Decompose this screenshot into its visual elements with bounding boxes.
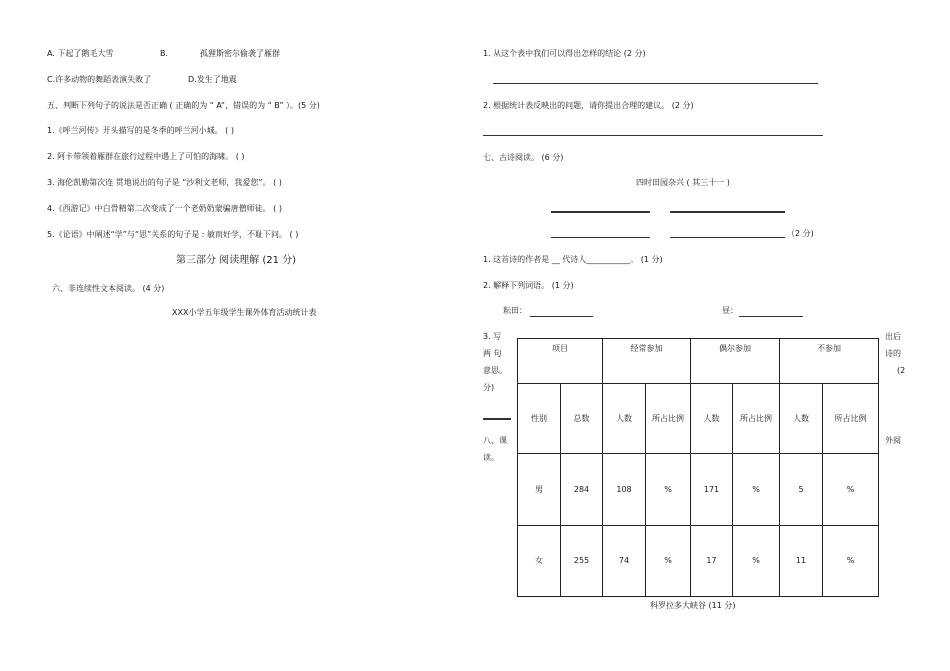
table-title: XXX小学五年级学生课外体育活动统计表 xyxy=(172,308,317,317)
cell-sometimes-ratio: % xyxy=(733,454,780,526)
right-fragment-3: (2 xyxy=(897,366,906,375)
question-2: 2. 根据统计表反映出的问题，请你提出合理的建议。 (2 分) xyxy=(483,101,694,110)
cell-total: 255 xyxy=(561,526,603,597)
cell-never-ratio: % xyxy=(823,526,879,597)
subheader-never-count: 人数 xyxy=(780,384,823,454)
word-2-line xyxy=(739,316,803,317)
cell-never-count: 5 xyxy=(780,454,823,526)
word-1-line xyxy=(530,316,593,317)
poem-question-2: 2. 解释下列词语。 (1 分) xyxy=(483,281,574,290)
poem-title: 四时田园杂兴 ( 其三十一 ) xyxy=(636,178,730,187)
table-row xyxy=(518,526,879,597)
right-fragment-1: 出后 xyxy=(885,332,901,341)
word-1-label: 耘田： xyxy=(503,306,527,315)
q3-answer-line xyxy=(483,418,511,420)
cell-never-count: 11 xyxy=(780,526,823,597)
q3-fragment-4: 分) xyxy=(483,383,495,392)
poem-question-1: 1. 这首诗的作者是 __ 代诗人___________。 (1 分) xyxy=(483,255,663,264)
poem-line-2a xyxy=(551,237,650,238)
q3-fragment-3: 意思。 xyxy=(483,366,507,375)
table-row xyxy=(518,454,879,526)
cell-gender: 女 xyxy=(518,526,561,597)
poem-score: （2 分) xyxy=(787,229,814,238)
section8-fragment-1: 八、课 xyxy=(483,436,507,445)
activity-stats-table xyxy=(517,338,879,597)
section7-heading: 七、古诗阅读。 (6 分) xyxy=(483,153,564,162)
header-often: 经常参加 xyxy=(603,339,691,384)
judge-item-1: 1.《呼兰河传》开头描写的是冬季的呼兰河小城。 ( ) xyxy=(47,126,234,135)
part3-title: 第三部分 阅读理解 (21 分) xyxy=(176,255,297,266)
cell-gender: 男 xyxy=(518,454,561,526)
table-group-header-row xyxy=(518,339,879,384)
subheader-never-ratio: 所占比例 xyxy=(823,384,879,454)
section5-heading: 五、判断下列句子的说法是否正确 ( 正确的为 “ A”，错误的为 “ B” ）。(5 分) xyxy=(47,101,320,110)
answer-line-1 xyxy=(493,83,818,84)
cell-total: 284 xyxy=(561,454,603,526)
word-2-label: 昼： xyxy=(722,306,738,315)
judge-item-4: 4.《西游记》中白骨精第二次变成了一个老奶奶蒙骗唐僧师徒。 ( ) xyxy=(47,204,282,213)
judge-item-2: 2. 阿卡带领着雁群在旅行过程中遇上了可怕的海啸。 ( ) xyxy=(47,152,245,161)
cell-often-ratio: % xyxy=(646,454,691,526)
poem-line-2b xyxy=(670,237,785,238)
option-b-text: 孤狸斯密尔偷袭了雁群 xyxy=(200,49,280,58)
subheader-sometimes-count: 人数 xyxy=(691,384,733,454)
cell-never-ratio: % xyxy=(823,454,879,526)
judge-item-5: 5.《论语》中阐述“学”与“思”关系的句子是 : 敏而好学，不耻下问。 ( ) xyxy=(47,230,299,239)
subheader-often-ratio: 所占比例 xyxy=(646,384,691,454)
section6-heading: 六、非连续性文本阅读。 (4 分) xyxy=(52,284,165,293)
section8-right-fragment: 外阅 xyxy=(885,436,901,445)
subheader-gender: 性别 xyxy=(518,384,561,454)
cell-often-ratio: % xyxy=(646,526,691,597)
cell-sometimes-count: 17 xyxy=(691,526,733,597)
answer-line-2 xyxy=(483,135,823,136)
subheader-sometimes-ratio: 所占比例 xyxy=(733,384,780,454)
question-1: 1. 从这个表中我们可以得出怎样的结论 (2 分) xyxy=(483,49,646,58)
right-fragment-2: 诗的 xyxy=(885,349,901,358)
judge-item-3: 3. 海伦凯勒第次连 贯地说出的句子是 “沙利文老师，我爱您”。 ( ) xyxy=(47,178,282,187)
q3-fragment-1: 3. 写 xyxy=(483,332,502,341)
cell-sometimes-count: 171 xyxy=(691,454,733,526)
section8-fragment-2: 读。 xyxy=(483,453,499,462)
cell-often-count: 74 xyxy=(603,526,646,597)
option-b-label: B. xyxy=(160,49,169,58)
reading-title: 科罗拉多大峡谷 (11 分) xyxy=(650,601,736,610)
cell-often-count: 108 xyxy=(603,454,646,526)
q3-fragment-2: 两 句 xyxy=(483,349,502,358)
option-c: C.许多动物的舞蹈表演失败了 xyxy=(47,75,152,84)
header-sometimes: 偶尔参加 xyxy=(691,339,780,384)
table-subheader-row xyxy=(518,384,879,454)
option-a: A. 下起了鹅毛大雪 xyxy=(47,49,114,58)
header-never: 不参加 xyxy=(780,339,879,384)
option-d: D.发生了地震 xyxy=(188,75,237,84)
cell-sometimes-ratio: % xyxy=(733,526,780,597)
subheader-often-count: 人数 xyxy=(603,384,646,454)
poem-line-1a xyxy=(551,211,650,213)
poem-line-1b xyxy=(670,211,785,213)
header-project: 项目 xyxy=(518,339,603,384)
subheader-total: 总数 xyxy=(561,384,603,454)
